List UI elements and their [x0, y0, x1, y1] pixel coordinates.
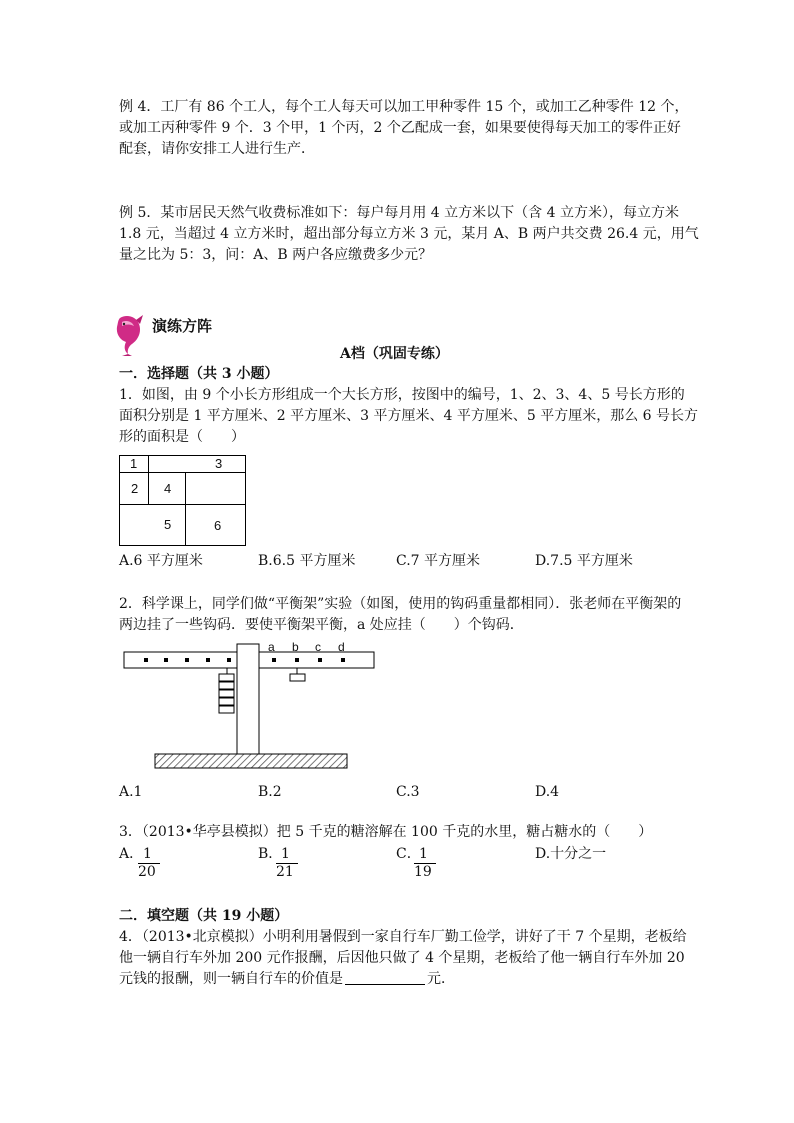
beam-label-d: d [338, 640, 345, 654]
beam-label-c: c [315, 640, 321, 654]
q2-option-d: D.4 [535, 784, 560, 800]
example4-line3: 配套，请你安排工人进行生产． [119, 141, 315, 157]
q2-option-b: B.2 [258, 784, 282, 800]
fraction-denominator: 20 [138, 864, 156, 880]
q4-line3-text: 元钱的报酬，则一辆自行车的价值是 [119, 971, 343, 987]
q1-line1: 1．如图，由 9 个小长方形组成一个大长方形，按图中的编号，1、2、3、4、5 号长方形的 [119, 387, 685, 403]
q1-line3: 形的面积是（ ） [119, 429, 245, 445]
q2-line1: 2．科学课上，同学们做“平衡架”实验（如图，使用的钩码重量都相同）．张老师在平衡架的 [119, 596, 682, 612]
grid-label: 5 [164, 517, 172, 532]
grid-line [120, 504, 245, 505]
grid-label: 4 [164, 481, 172, 496]
fraction-numerator: 1 [143, 846, 152, 862]
part1-heading: 一．选择题（共 3 小题） [119, 366, 279, 382]
section-subtitle: A档（巩固专练） [340, 346, 449, 362]
q2-line2: 两边挂了一些钩码．要使平衡架平衡，a 处应挂（ ）个钩码． [119, 617, 524, 633]
q2-option-a: A.1 [119, 784, 143, 800]
section-title: 演练方阵 [152, 317, 213, 335]
balance-frame-figure [119, 638, 379, 773]
q4-line1: 4．（2013•北京模拟）小明利用暑假到一家自行车厂勤工俭学，讲好了干 7 个星期，老板给 [119, 929, 687, 945]
grid-line [120, 472, 245, 473]
part2-heading: 二．填空题（共 19 小题） [119, 908, 289, 924]
grid-label: 2 [131, 481, 139, 496]
example5-line2: 1.8 元，当超过 4 立方米时，超出部分每立方米 3 元，某月 A、B 两户共交费 26.4 元，用气 [119, 226, 699, 242]
grid-label: 1 [130, 456, 138, 471]
q3-option-c-letter: C． [396, 846, 421, 862]
fraction-numerator: 1 [281, 846, 290, 862]
answer-blank[interactable] [345, 970, 425, 985]
grid-line [148, 456, 149, 504]
q1-option-b: B.6.5 平方厘米 [258, 553, 356, 569]
q3-option-a-letter: A． [119, 846, 144, 862]
q3-line1: 3．（2013•华亭县模拟）把 5 千克的糖溶解在 100 千克的水里，糖占糖水的（ ） [119, 824, 653, 840]
grid-label: 3 [215, 456, 223, 471]
q4-line3 [119, 969, 455, 989]
example4-line2: 或加工丙种零件 9 个．3 个甲，1 个丙，2 个乙配成一套，如果要使得每天加工的零件正好 [119, 120, 681, 136]
grid-label: 6 [214, 518, 222, 533]
beam-label-b: b [292, 640, 299, 654]
q1-option-a: A.6 平方厘米 [119, 553, 203, 569]
q4-line2: 他一辆自行车外加 200 元作报酬，后因他只做了 4 个星期，老板给了他一辆自行车外加 20 [119, 950, 685, 966]
dolphin-icon [112, 312, 146, 356]
q3-option-b-letter: B． [258, 846, 283, 862]
q4-line3-unit: 元． [427, 971, 455, 987]
rectangle-grid-figure [119, 455, 246, 546]
q1-option-c: C.7 平方厘米 [396, 553, 481, 569]
fraction-denominator: 21 [276, 864, 294, 880]
q1-line2: 面积分别是 1 平方厘米、2 平方厘米、3 平方厘米、4 平方厘米、5 平方厘米，那么 6 号长方 [119, 408, 699, 424]
q3-option-d: D.十分之一 [535, 846, 607, 862]
example5-line3: 量之比为 5：3，问：A、B 两户各应缴费多少元？ [119, 247, 433, 263]
fraction-denominator: 19 [414, 864, 432, 880]
example4-line1: 例 4．工厂有 86 个工人，每个工人每天可以加工甲种零件 15 个，或加工乙种零件 12 个， [119, 99, 689, 115]
fraction-numerator: 1 [419, 846, 428, 862]
beam-label-a: a [268, 640, 275, 654]
q2-option-c: C.3 [396, 784, 420, 800]
grid-line [185, 472, 186, 545]
q1-option-d: D.7.5 平方厘米 [535, 553, 633, 569]
example5-line1: 例 5．某市居民天然气收费标准如下：每户每月用 4 立方米以下（含 4 立方米），每立方米 [119, 205, 679, 221]
